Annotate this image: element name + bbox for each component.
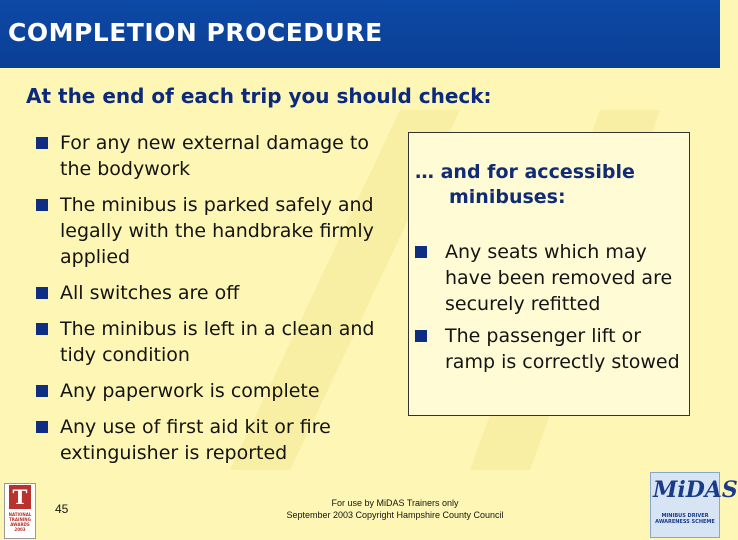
list-item-text: For any new external damage to the bodywork <box>60 132 369 180</box>
square-bullet-icon <box>36 199 48 211</box>
midas-tagline-line: AWARENESS SCHEME <box>655 519 715 525</box>
square-bullet-icon <box>415 246 427 258</box>
list-item <box>34 280 384 306</box>
midas-tagline-line: MINIBUS DRIVER <box>661 513 709 519</box>
list-item <box>34 130 384 182</box>
list-item-text: Any use of first aid kit or fire extinguisher is reported <box>60 416 331 464</box>
slide-subtitle: At the end of each trip you should check: <box>26 84 492 108</box>
midas-tagline <box>653 513 717 525</box>
list-item-text: The passenger lift or ramp is correctly stowed <box>445 325 680 373</box>
list-item <box>34 316 384 368</box>
square-bullet-icon <box>36 287 48 299</box>
logo-letter: T <box>9 485 31 509</box>
list-item <box>415 323 683 375</box>
list-item-text: Any paperwork is complete <box>60 380 320 402</box>
footer-line2: September 2003 Copyright Hampshire County Council <box>286 510 504 520</box>
title-bar <box>0 0 720 68</box>
accessible-checklist <box>415 239 683 381</box>
midas-wordmark: MiDAS <box>653 477 738 503</box>
slide-title: COMPLETION PROCEDURE <box>8 18 383 47</box>
list-item-text: The minibus is parked safely and legally with the handbrake firmly applied <box>60 194 374 268</box>
national-training-awards-logo <box>4 483 36 539</box>
list-item <box>34 192 384 270</box>
box-heading-line2: minibuses: <box>449 186 566 208</box>
logo-caption-line: TRAINING <box>9 517 31 522</box>
list-item-text: Any seats which may have been removed are securely refitted <box>445 241 673 315</box>
square-bullet-icon <box>36 421 48 433</box>
list-item <box>415 239 683 317</box>
box-heading <box>415 160 675 210</box>
list-item-text: All switches are off <box>60 282 240 304</box>
midas-logo <box>650 472 738 538</box>
footer-line1: For use by MiDAS Trainers only <box>331 498 459 508</box>
page-number: 45 <box>55 502 69 516</box>
logo-caption <box>6 512 34 532</box>
logo-caption-line: AWARDS <box>10 522 30 527</box>
logo-caption-line: NATIONAL <box>8 512 32 517</box>
list-item <box>34 378 384 404</box>
square-bullet-icon <box>415 330 427 342</box>
footer-note <box>230 497 560 521</box>
list-item <box>34 414 384 466</box>
square-bullet-icon <box>36 385 48 397</box>
accessible-minibus-box <box>408 132 690 416</box>
square-bullet-icon <box>36 137 48 149</box>
box-heading-line1: … and for accessible <box>415 161 635 183</box>
square-bullet-icon <box>36 323 48 335</box>
logo-caption-line: 2003 <box>14 527 26 532</box>
list-item-text: The minibus is left in a clean and tidy condition <box>60 318 375 366</box>
checklist <box>34 130 384 476</box>
